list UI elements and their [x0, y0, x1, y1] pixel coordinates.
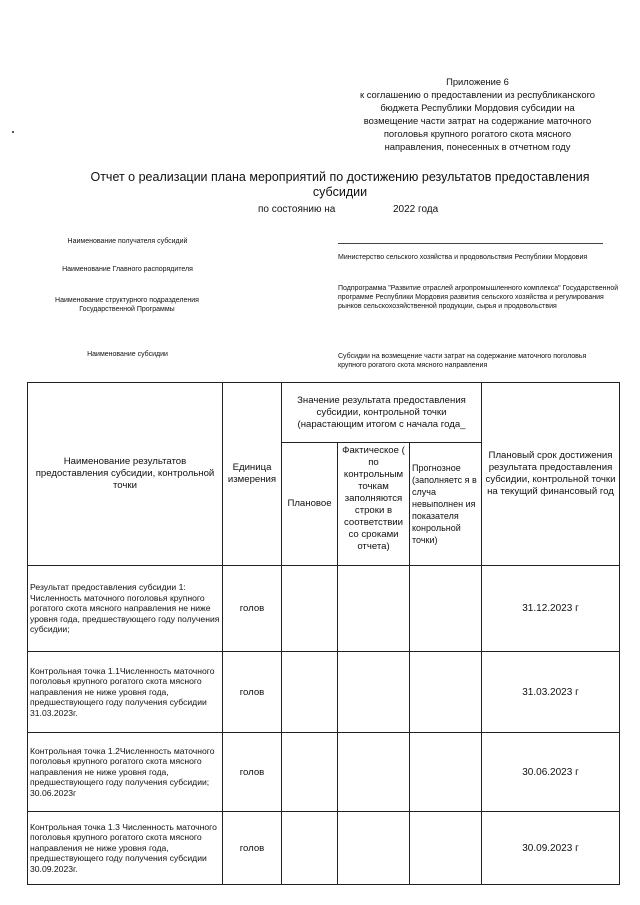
header-name: Наименование результатов предоставления субсидии, контрольной точки: [28, 383, 223, 566]
row-deadline: 30.06.2023 г: [482, 733, 620, 812]
row-planned: [282, 652, 338, 733]
header-value-group: Значение результата предоставления субсидии, контрольной точки (нарастающим итогом с начала года_: [282, 383, 482, 443]
row-name: Контрольная точка 1.3 Численность маточного поголовья крупного рогатого скота мясного направления не ниже уровня года, предшествующего году получения субсидии 30.09.2023г.: [28, 812, 223, 885]
appendix-line: к соглашению о предоставлении из республиканского: [359, 89, 595, 100]
table-row: [28, 566, 620, 652]
row-actual: [338, 812, 410, 885]
row-actual: [338, 733, 410, 812]
scan-speck: [12, 131, 14, 133]
row-name: Контрольная точка 1.2Численность маточного поголовья крупного рогатого скота мясного направления не ниже уровня года, предшествующего году получения субсидии; 30.06.2023г: [28, 733, 223, 812]
subsidy-label: Наименование субсидии: [87, 351, 168, 358]
appendix-line: направления, понесенных в отчетном году: [384, 141, 571, 152]
header-actual: Фактическое ( по контрольным точкам заполняются строки в соответствии со сроками отчета): [338, 443, 410, 566]
row-deadline: 30.09.2023 г: [482, 812, 620, 885]
subsidy-value: Субсидии на возмещение части затрат на содержание маточного поголовья крупного рогатого скота мясного направления: [338, 353, 587, 369]
appendix-line: возмещение части затрат на содержание маточного: [363, 115, 592, 126]
recipient-fill-line: [338, 243, 603, 244]
row-forecast: [410, 652, 482, 733]
row-planned: [282, 812, 338, 885]
appendix-line: бюджета Республики Мордовия субсидии на: [380, 102, 575, 113]
header-planned: Плановое: [282, 443, 338, 566]
recipient-label: Наименование получателя субсидий: [67, 238, 188, 245]
dept-value: Подпрограмма "Развитие отраслей агропромышленного комплекса" Государственной программе Республики Мордовия развития сельского хозяйства и регулирования рынков сельскохозяйственной продукции, сырья и продовольствия: [338, 285, 619, 310]
header-forecast: Прогнозное (заполняетс я в случа невыполнен ия показателя конрольной точки): [410, 443, 482, 566]
report-title-line1: Отчет о реализации плана мероприятий по достижению результатов предоставления: [90, 170, 590, 184]
row-deadline: 31.03.2023 г: [482, 652, 620, 733]
gpu-label: Наименование Главного распорядителя: [62, 266, 193, 273]
report-table: [27, 382, 620, 885]
dept-label: Наименование структурного подразделения Государственной Программы: [55, 297, 199, 313]
report-title: [60, 170, 620, 200]
row-unit: голов: [223, 652, 282, 733]
row-forecast: [410, 566, 482, 652]
report-title-line2: субсидии: [312, 185, 368, 199]
header-deadline: Плановый срок достижения результата предоставления субсидии, контрольной точки на текущий финансовый год: [482, 383, 620, 566]
as-of-label: по состоянию на: [258, 204, 336, 215]
row-actual: [338, 566, 410, 652]
as-of-year: 2022 года: [393, 204, 439, 215]
row-actual: [338, 652, 410, 733]
row-planned: [282, 733, 338, 812]
row-name: Результат предоставления субсидии 1: Численность маточного поголовья крупного рогатого скота мясного направления не ниже уровня года, предшествующего году получения субсидии;: [28, 566, 223, 652]
appendix-line: Приложение 6: [446, 76, 509, 87]
row-unit: голов: [223, 566, 282, 652]
table-row: [28, 652, 620, 733]
gpu-value: Министерство сельского хозяйства и продовольствия Республики Мордовия: [338, 254, 588, 261]
row-name: Контрольная точка 1.1Численность маточного поголовья крупного рогатого скота мясного направления не ниже уровня года, предшествующего году получения субсидии 31.03.2023г.: [28, 652, 223, 733]
table-row: [28, 812, 620, 885]
appendix-line: поголовья крупного рогатого скота мясного: [383, 128, 572, 139]
table-row: [28, 733, 620, 812]
row-unit: голов: [223, 733, 282, 812]
row-planned: [282, 566, 338, 652]
row-forecast: [410, 733, 482, 812]
header-unit: Единица измерения: [223, 383, 282, 566]
appendix-header: [330, 75, 625, 153]
row-forecast: [410, 812, 482, 885]
row-unit: голов: [223, 812, 282, 885]
row-deadline: 31.12.2023 г: [482, 566, 620, 652]
